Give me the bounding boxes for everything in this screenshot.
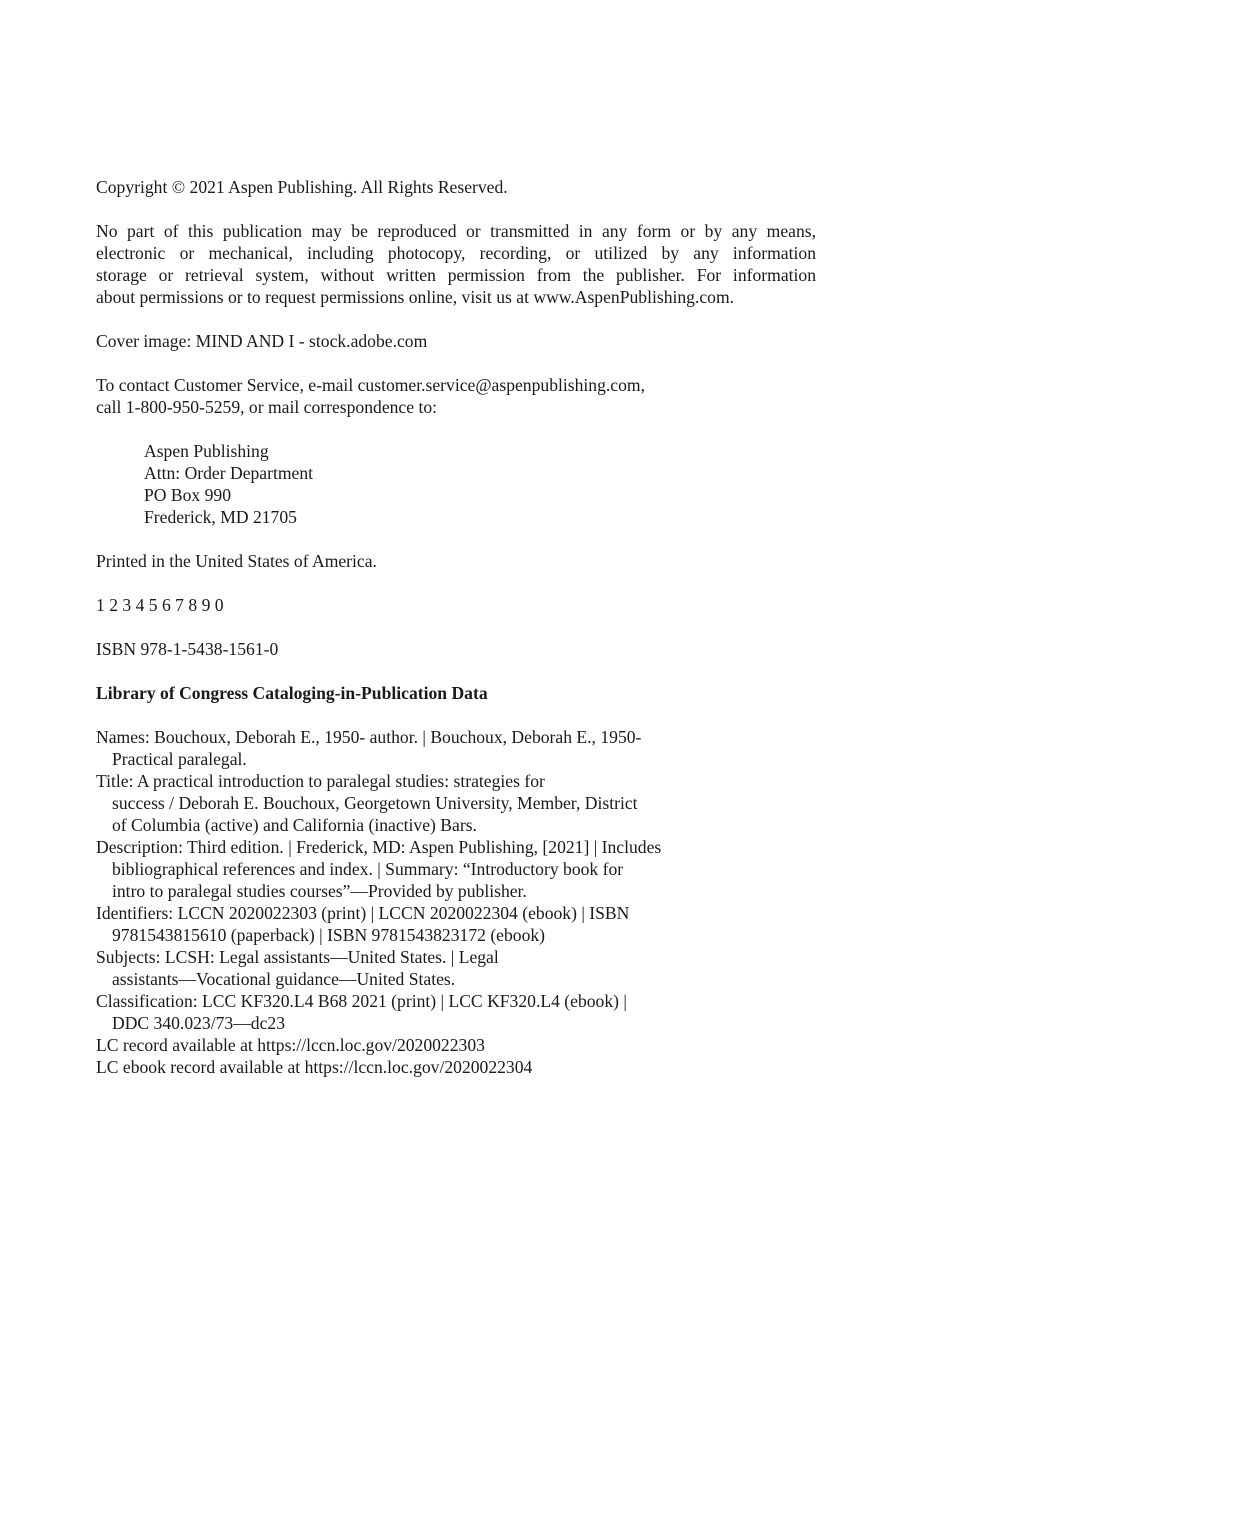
cip-entry-continuation: 9781543815610 (paperback) | ISBN 9781543823172 (ebook) <box>112 925 546 945</box>
contact-line: call 1-800-950-5259, or mail correspondence to: <box>96 397 438 417</box>
cip-entry-continuation: intro to paralegal studies courses”—Provided by publisher. <box>112 881 527 901</box>
cip-entry-line: Subjects: LCSH: Legal assistants—United States. | Legal <box>96 947 499 967</box>
cip-entry-continuation: bibliographical references and index. | Summary: “Introductory book for <box>112 859 624 879</box>
cip-entry-line: Names: Bouchoux, Deborah E., 1950- author. | Bouchoux, Deborah E., 1950- <box>96 727 642 747</box>
address-line: Attn: Order Department <box>144 463 314 483</box>
cip-entry-line: Classification: LCC KF320.L4 B68 2021 (print) | LCC KF320.L4 (ebook) | <box>96 991 627 1011</box>
permissions-line: No part of this publication may be reproduced or transmitted in any form or by any means, <box>96 221 816 241</box>
isbn <box>96 638 816 660</box>
cip-entry-lc-record <box>96 1034 816 1056</box>
copyright-line: Copyright © 2021 Aspen Publishing. All Rights Reserved. <box>96 177 508 197</box>
permissions-line: electronic or mechanical, including photocopy, recording, or utilized by any information <box>96 243 816 263</box>
cover-image-credit <box>96 330 816 352</box>
cip-entry-continuation: success / Deborah E. Bouchoux, Georgetown University, Member, District <box>112 793 638 813</box>
address-line: PO Box 990 <box>144 485 232 505</box>
cip-entry-continuation: Practical paralegal. <box>112 749 247 769</box>
address-line: Frederick, MD 21705 <box>144 507 297 527</box>
printing-number-line: 1 2 3 4 5 6 7 8 9 0 <box>96 595 224 615</box>
contact-paragraph <box>96 374 816 418</box>
cip-entry-subjects <box>96 946 816 990</box>
address-line: Aspen Publishing <box>144 441 269 461</box>
printed-line: Printed in the United States of America. <box>96 551 377 571</box>
isbn-line: ISBN 978-1-5438-1561-0 <box>96 639 279 659</box>
cip-entry-line: LC record available at https://lccn.loc.gov/2020022303 <box>96 1035 485 1055</box>
contact-line: To contact Customer Service, e-mail customer.service@aspenpublishing.com, <box>96 375 645 395</box>
cip-entry-lc-ebook-record <box>96 1056 816 1078</box>
printed-statement <box>96 550 816 572</box>
copyright-page <box>96 176 816 1078</box>
permissions-line: storage or retrieval system, without written permission from the publisher. For information <box>96 265 816 285</box>
cover-image-line: Cover image: MIND AND I - stock.adobe.com <box>96 331 428 351</box>
cip-entry-line: Title: A practical introduction to paralegal studies: strategies for <box>96 771 545 791</box>
cip-entry-description <box>96 836 816 902</box>
cip-entry-line: Description: Third edition. | Frederick, MD: Aspen Publishing, [2021] | Includes <box>96 837 662 857</box>
cip-entry-continuation: of Columbia (active) and California (inactive) Bars. <box>112 815 477 835</box>
cip-entry-identifiers <box>96 902 816 946</box>
cip-entry-line: Identifiers: LCCN 2020022303 (print) | LCCN 2020022304 (ebook) | ISBN <box>96 903 630 923</box>
permissions-paragraph <box>96 220 816 308</box>
copyright-notice <box>96 176 816 198</box>
cip-entry-names <box>96 726 816 770</box>
cip-entry-continuation: DDC 340.023/73—dc23 <box>112 1013 285 1033</box>
cip-entry-title <box>96 770 816 836</box>
permissions-line: about permissions or to request permissions online, visit us at www.AspenPublishing.com. <box>96 287 735 307</box>
cip-data <box>96 726 816 1078</box>
cip-entry-continuation: assistants—Vocational guidance—United States. <box>112 969 456 989</box>
cip-entry-classification <box>96 990 816 1034</box>
cip-entry-line: LC ebook record available at https://lccn.loc.gov/2020022304 <box>96 1057 533 1077</box>
cip-heading: Library of Congress Cataloging-in-Publication Data <box>96 683 488 703</box>
cip-heading-block <box>96 682 816 704</box>
printing-line <box>96 594 816 616</box>
mailing-address <box>96 440 816 528</box>
